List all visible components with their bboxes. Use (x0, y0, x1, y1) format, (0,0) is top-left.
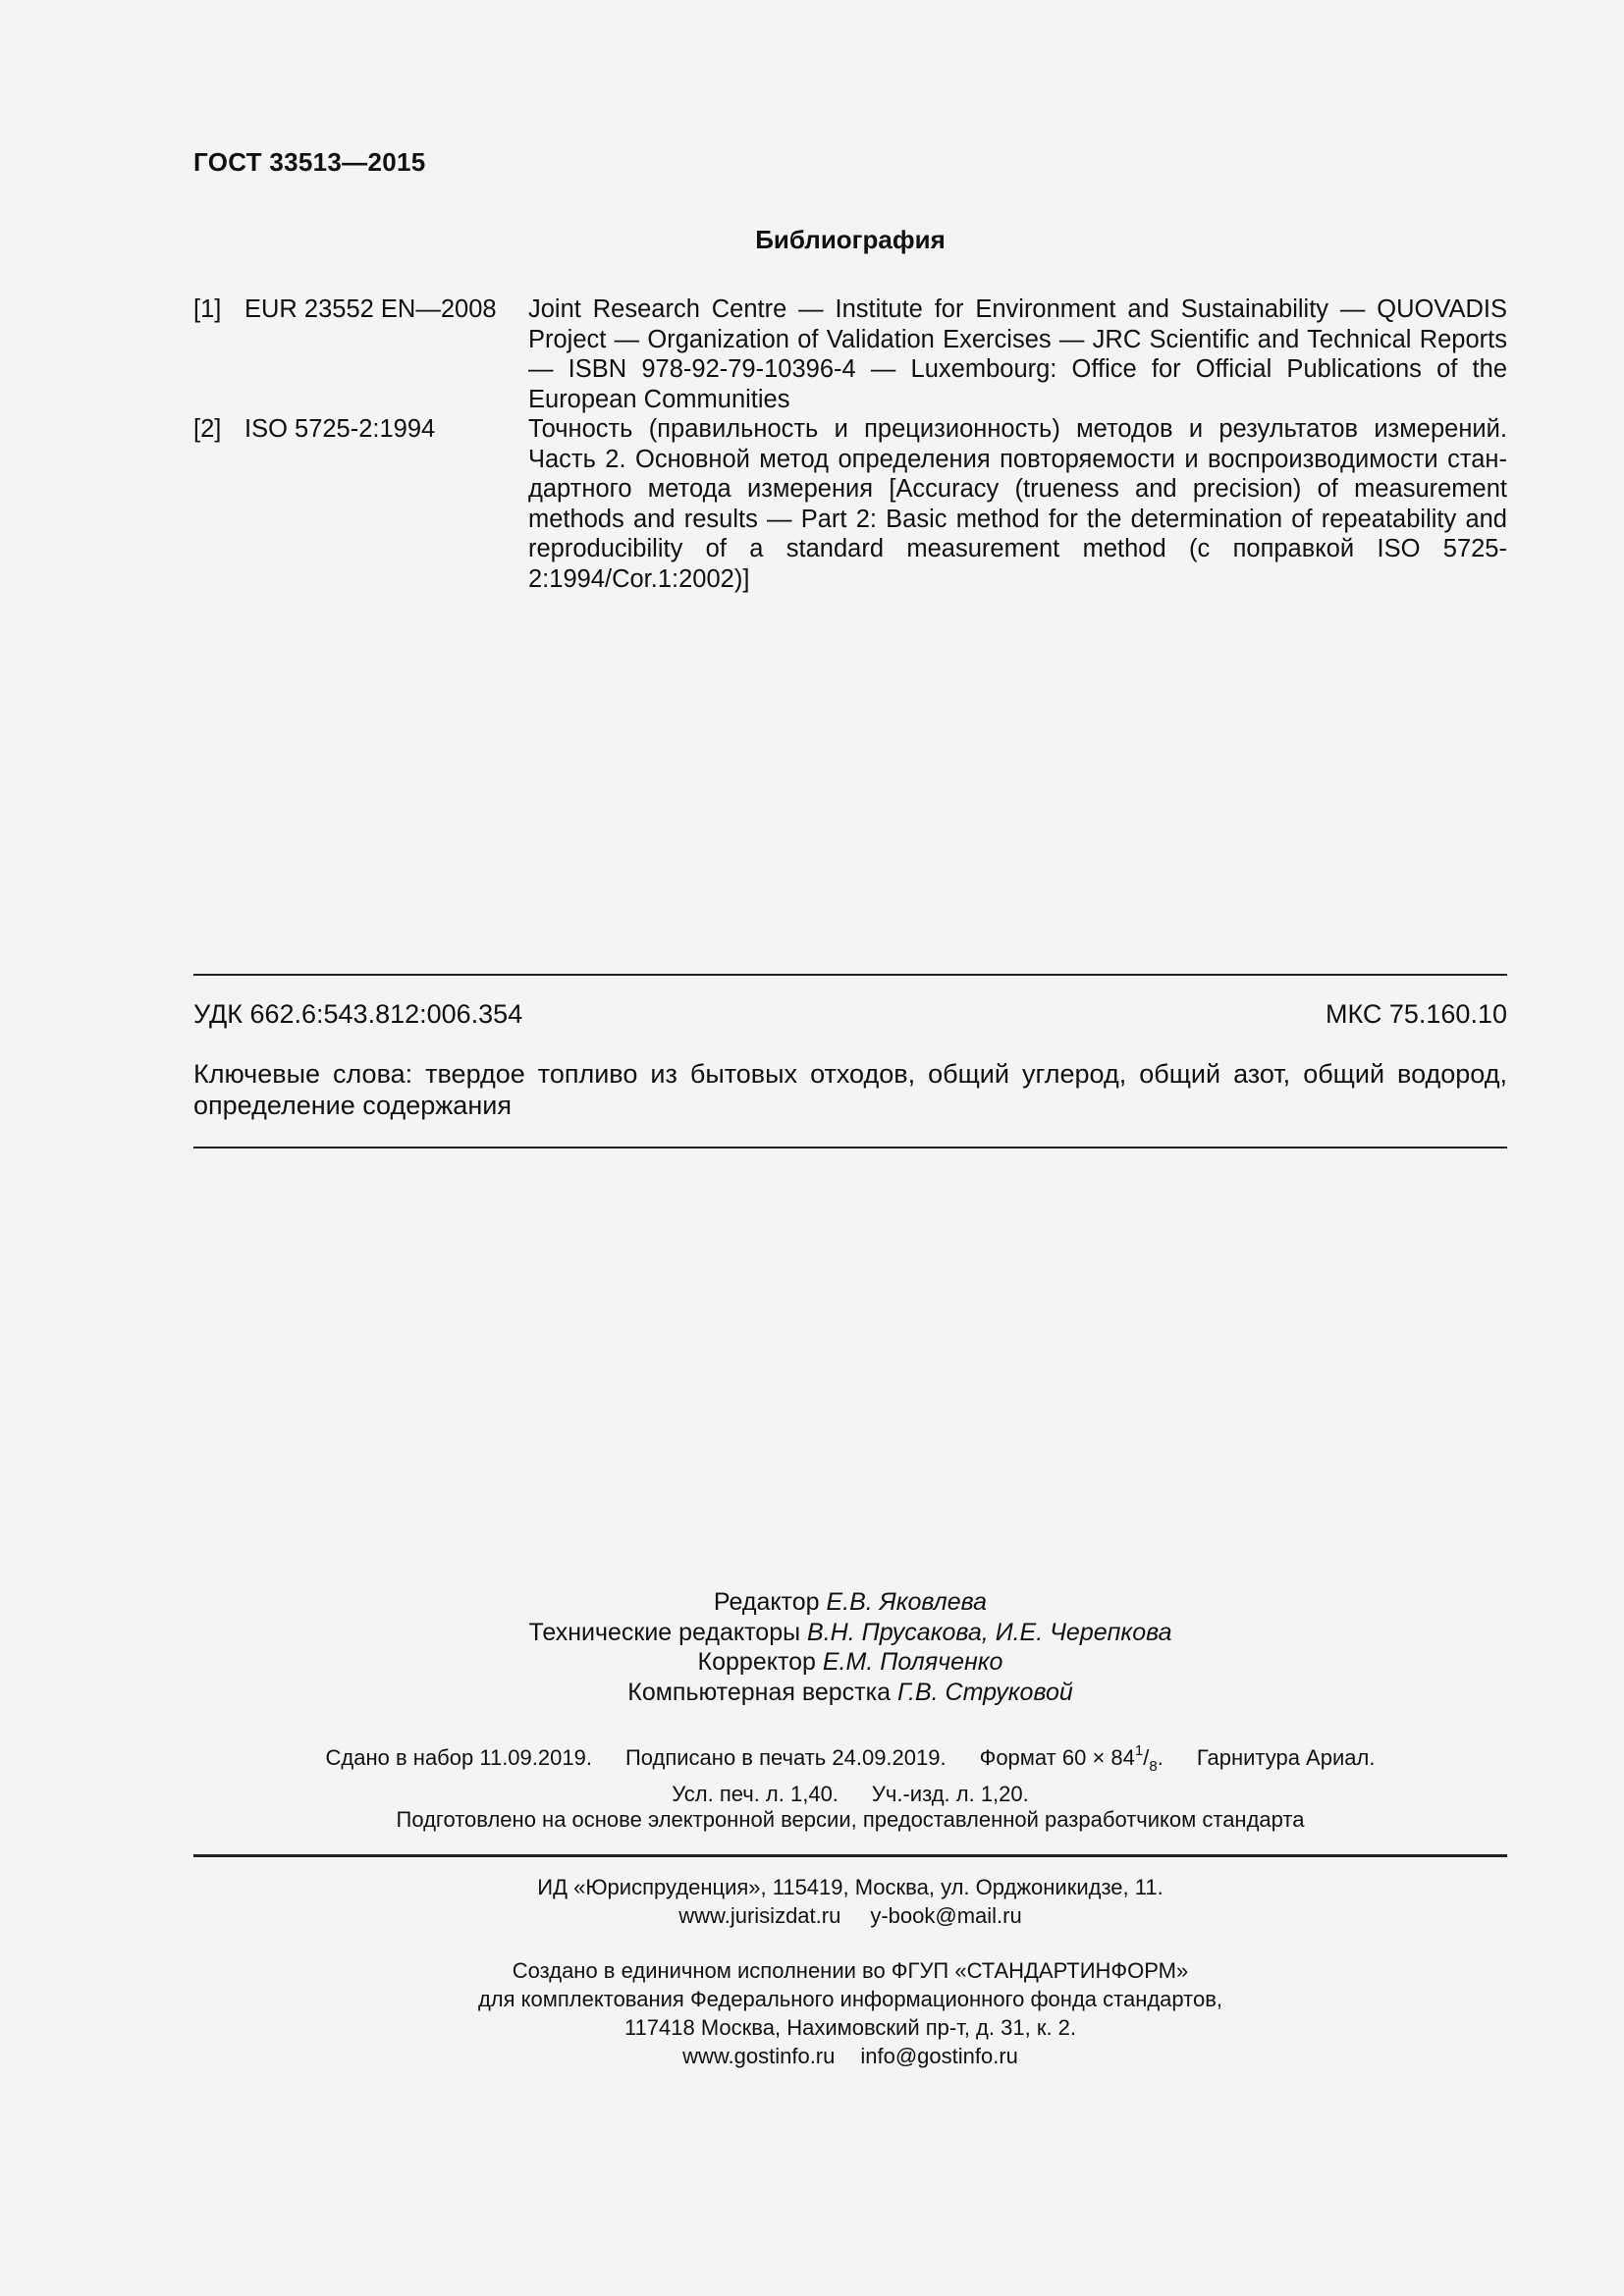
publisher-block (193, 1873, 1507, 1930)
submitted-date: Сдано в набор 11.09.2019. (325, 1745, 592, 1770)
credit-role: Редактор (713, 1588, 820, 1616)
credit-technical-editors (193, 1618, 1507, 1648)
credit-name: Г.В. Струковой (896, 1678, 1073, 1706)
credit-name: В.Н. Прусакова, И.Е. Черепкова (807, 1618, 1172, 1646)
bibliography-entry-text: Joint Research Centre — Institute for Environment and Sustainability — QUOVADIS Project — Organization of Validation Exercises — JRC Scientific and Technical Reports — ISBN 978-92-79-10396-4 — Luxembourg: Office for Official Publications of the European Communities (528, 295, 1507, 413)
divider-publisher (193, 1854, 1507, 1857)
credit-role: Корректор (697, 1648, 816, 1676)
credit-role: Технические редакторы (528, 1618, 801, 1646)
bibliography-entry-number: [2] (193, 415, 222, 443)
standard-code: ГОСТ 33513—2015 (193, 147, 426, 177)
typeface-info: Гарнитура Ариал. (1196, 1745, 1376, 1770)
keywords: Ключевые слова: твердое топливо из бытовых отходов, общий углерод, общий азот, общий водород, определение содержания (193, 1059, 1507, 1120)
prepared-note: Подготовлено на основе электронной версии, предоставленной разработчиком стандарта (396, 1807, 1305, 1832)
credit-proofreader (193, 1647, 1507, 1678)
imprint-line-1 (193, 1737, 1507, 1781)
created-line-3: 117418 Москва, Нахимовский пр-т, д. 31, к. 2. (623, 2015, 1077, 2040)
created-block (193, 1956, 1507, 2070)
publisher-contacts (193, 1901, 1507, 1930)
created-contacts (193, 2042, 1507, 2070)
publisher-website[interactable]: www.jurisizdat.ru (678, 1903, 841, 1928)
publisher-sheets: Уч.-изд. л. 1,20. (871, 1782, 1029, 1806)
udc-code: УДК 662.6:543.812:006.354 (193, 999, 523, 1029)
divider-keywords (193, 1147, 1507, 1148)
bibliography-entry (193, 414, 1507, 594)
created-line-2: для комплектования Федерального информационного фонда стандартов, (477, 1987, 1223, 2011)
bibliography-entry-code: EUR 23552 EN—2008 (244, 295, 497, 323)
credit-name: Е.М. Поляченко (822, 1648, 1003, 1676)
created-line-1: Создано в единичном исполнении во ФГУП «СТАНДАРТИНФОРМ» (512, 1958, 1189, 1983)
imprint-line-2 (193, 1781, 1507, 1808)
bibliography-title: Библиография (755, 225, 946, 254)
bibliography-entry-code: ISO 5725-2:1994 (244, 415, 436, 443)
publisher-email[interactable]: y-book@mail.ru (870, 1903, 1022, 1928)
divider-top (193, 974, 1507, 976)
created-website[interactable]: www.gostinfo.ru (682, 2044, 836, 2068)
credits-block (193, 1587, 1507, 1707)
bibliography-list (193, 294, 1507, 594)
bibliography-entry-number: [1] (193, 295, 222, 323)
credit-layout (193, 1678, 1507, 1708)
bibliography-entry-text: Точность (правильность и прецизионность) методов и результатов измерений. Часть 2. Основной метод определения повторяемости и воспроизводимости стан-дартного метода измерения [Accuracy (trueness and precision) of measurement methods and results — Part 2: Basic method for the determination of repeatability and reproducibility of a standard measurement method (с поправкой ISO 5725-2:1994/Cor.1:2002)] (528, 415, 1507, 593)
created-email[interactable]: info@gostinfo.ru (860, 2044, 1018, 2068)
signed-date: Подписано в печать 24.09.2019. (624, 1745, 947, 1770)
credit-role: Компьютерная верстка (627, 1678, 891, 1706)
format-info: Формат $60 \times 84^1/_8$. (979, 1742, 1164, 1775)
credit-editor (193, 1587, 1507, 1618)
print-sheets: Усл. печ. л. 1,40. (672, 1782, 839, 1806)
credit-name: Е.В. Яковлева (826, 1588, 988, 1616)
mks-code: МКС 75.160.10 (1325, 999, 1507, 1029)
imprint-block (193, 1737, 1507, 1808)
publisher-address: ИД «Юриспруденция», 115419, Москва, ул. Орджоникидзе, 11. (537, 1875, 1164, 1899)
bibliography-entry (193, 294, 1507, 414)
